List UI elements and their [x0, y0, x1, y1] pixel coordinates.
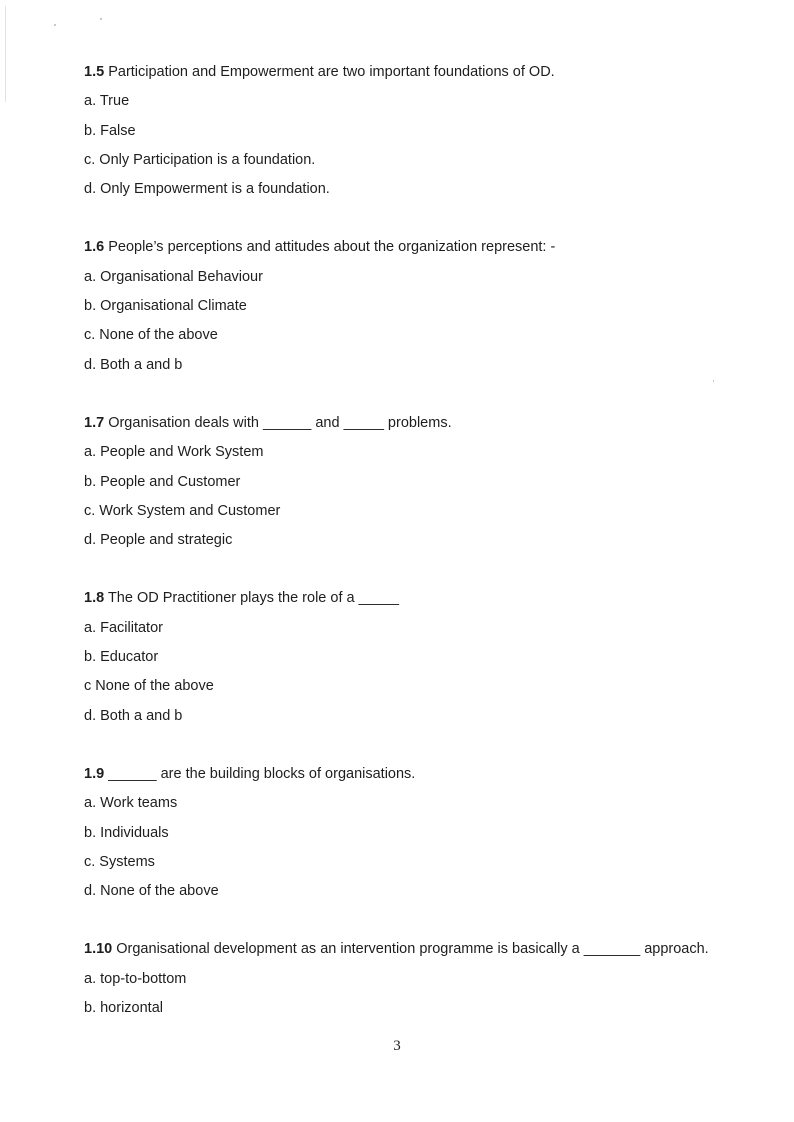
answer-option: b. False: [84, 122, 136, 139]
answer-option: d. None of the above: [84, 883, 219, 900]
question-1-9: [84, 760, 764, 906]
answer-option: a. Work teams: [84, 795, 178, 812]
question-number: 1.6: [84, 239, 105, 256]
answer-option: a. top-to-bottom: [84, 970, 187, 987]
question-list: [84, 58, 764, 1052]
question-stem: [84, 58, 764, 87]
question-number: 1.5: [84, 64, 105, 80]
answer-option: c. Systems: [84, 853, 155, 870]
answer-option: b. People and Customer: [84, 473, 241, 490]
scan-edge-line: [5, 6, 6, 102]
scan-speck: [100, 18, 102, 20]
question-text: People’s perceptions and attitudes about the organization represent: -: [108, 239, 556, 256]
question-1-6: [84, 233, 764, 379]
answer-option: b. Educator: [84, 649, 159, 666]
question-1-5: [84, 58, 764, 204]
question-text: Participation and Empowerment are two important foundations of OD.: [108, 64, 555, 80]
question-number: 1.10: [84, 941, 113, 958]
question-stem: [84, 935, 764, 964]
answer-option: b. horizontal: [84, 1000, 163, 1017]
answer-option: a. People and Work System: [84, 444, 264, 461]
answer-option: b. Individuals: [84, 824, 169, 841]
question-stem: [84, 409, 764, 438]
page-number: 3: [393, 1038, 401, 1054]
question-stem: [84, 760, 764, 789]
question-text: Organisation deals with ______ and _____ problems.: [108, 414, 452, 431]
scan-speck: [54, 24, 56, 26]
question-number: 1.9: [84, 765, 105, 782]
question-number: 1.8: [84, 590, 105, 607]
answer-option: d. People and strategic: [84, 532, 233, 549]
question-1-7: [84, 409, 764, 555]
question-stem: [84, 584, 764, 613]
question-stem: [84, 233, 764, 262]
answer-option: d. Both a and b: [84, 356, 183, 373]
question-text: The OD Practitioner plays the role of a _____: [107, 590, 399, 607]
answer-option: d. Both a and b: [84, 707, 183, 724]
answer-option: c. Work System and Customer: [84, 502, 281, 519]
question-1-10: [84, 935, 764, 1023]
answer-option: a. Facilitator: [84, 619, 163, 636]
answer-option: b. Organisational Climate: [84, 298, 247, 315]
question-text: ______ are the building blocks of organisations.: [108, 765, 416, 782]
question-1-8: [84, 584, 764, 730]
question-number: 1.7: [84, 414, 105, 431]
answer-option: c None of the above: [84, 678, 214, 695]
answer-option: c. None of the above: [84, 327, 218, 344]
answer-option: a. Organisational Behaviour: [84, 268, 263, 285]
answer-option: c. Only Participation is a foundation.: [84, 151, 316, 168]
answer-option: d. Only Empowerment is a foundation.: [84, 181, 330, 198]
question-text: Organisational development as an intervention programme is basically a _______ approach.: [116, 941, 709, 958]
answer-option: a. True: [84, 93, 130, 110]
